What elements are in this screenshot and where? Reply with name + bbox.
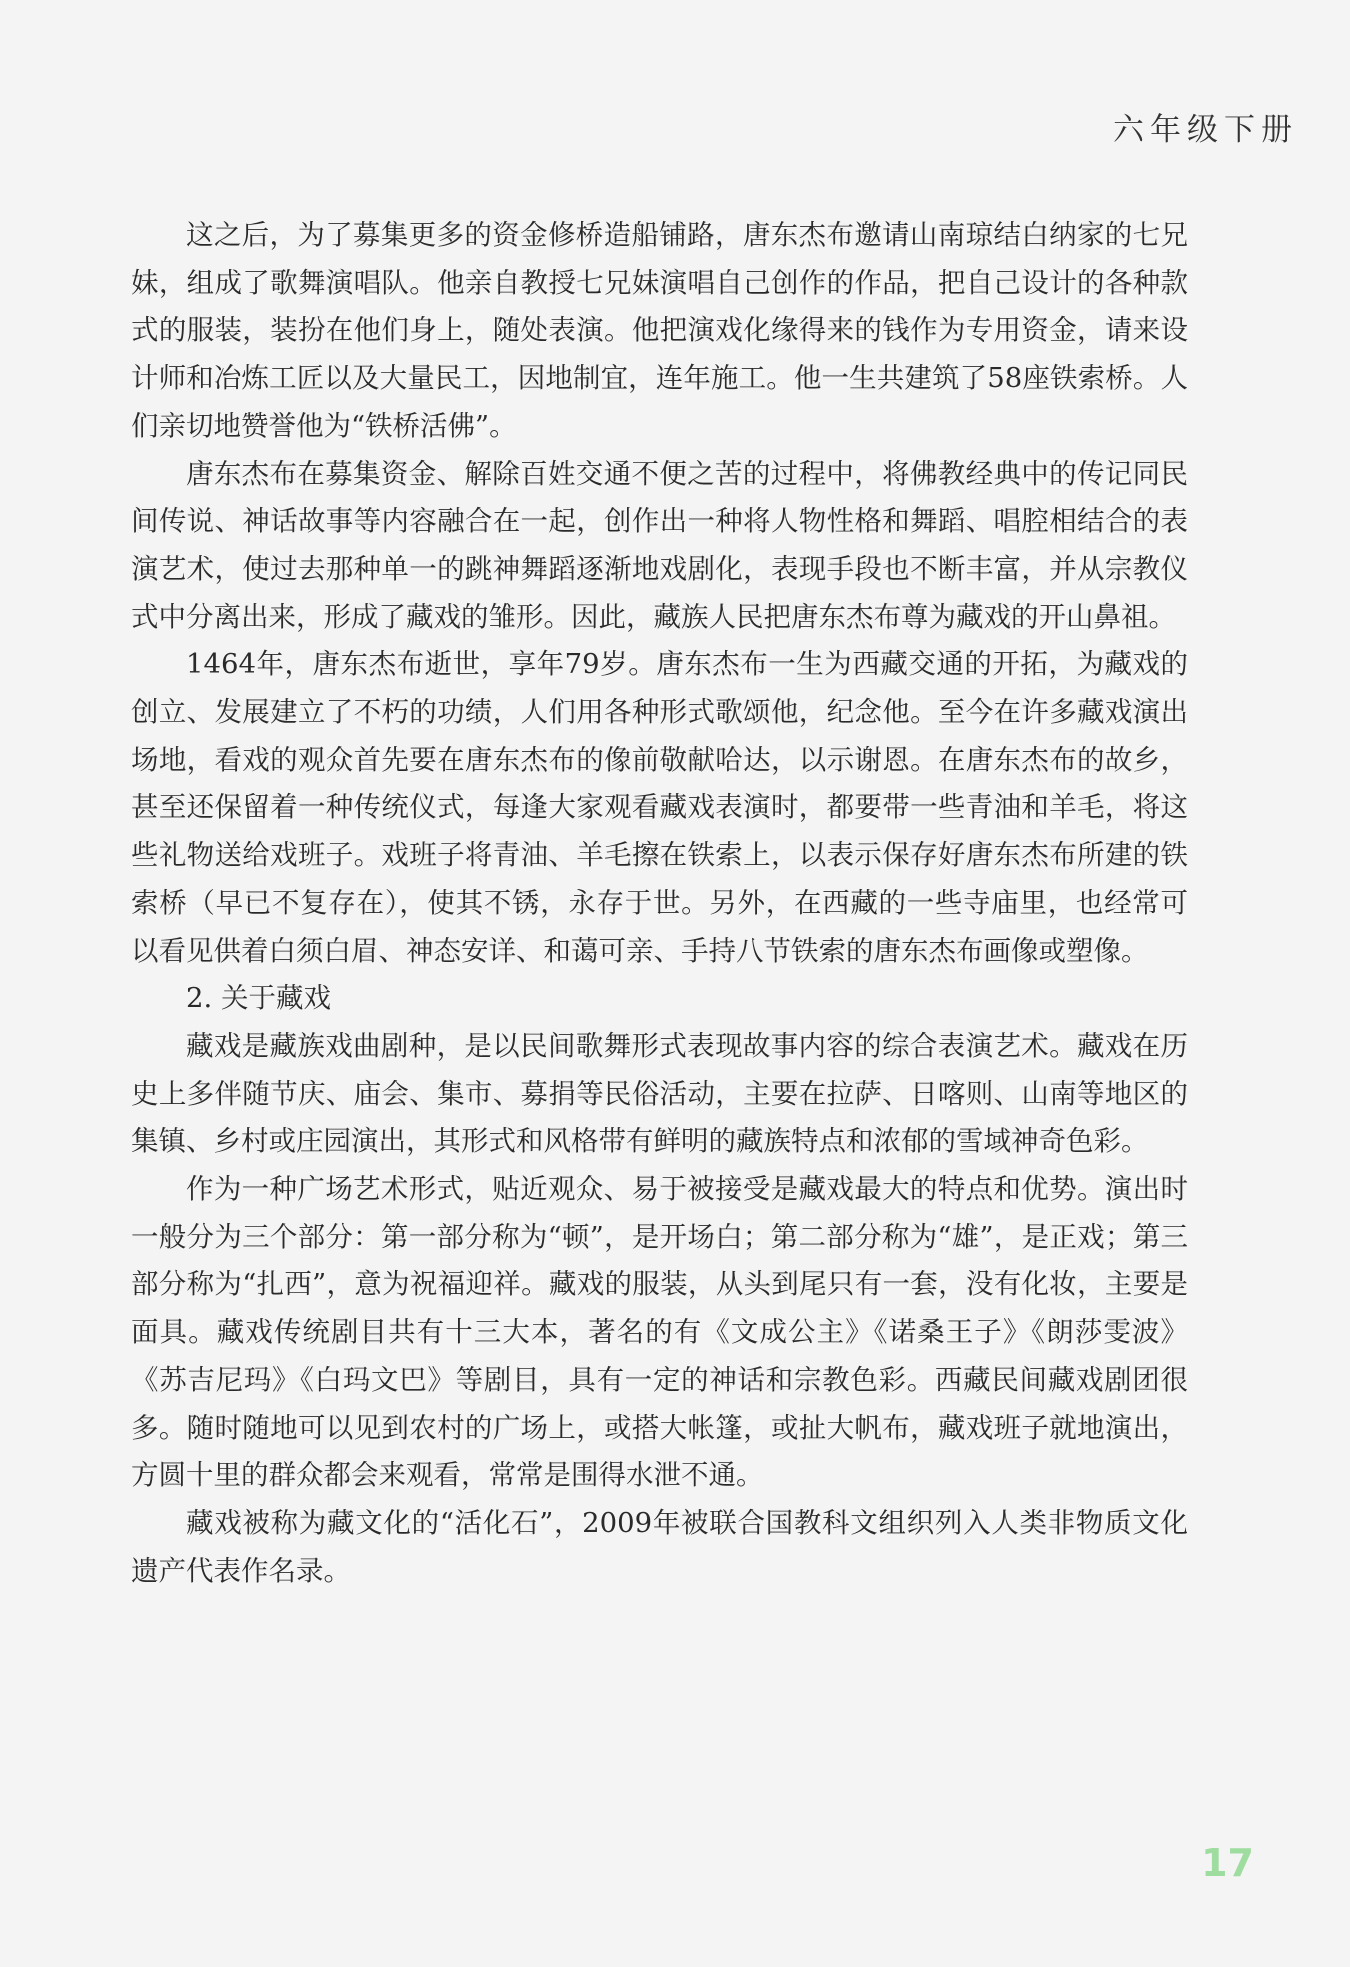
page-number: 17 <box>1201 1841 1254 1885</box>
paragraph: 藏戏被称为藏文化的“活化石”，2009年被联合国教科文组织列入人类非物质文化遗产代表作名录。 <box>131 1506 1188 1587</box>
paragraph: 唐东杰布在募集资金、解除百姓交通不便之苦的过程中，将佛教经典中的传记同民间传说、神话故事等内容融合在一起，创作出一种将人物性格和舞蹈、唱腔相结合的表演艺术，使过去那种单一的跳神舞蹈逐渐地戏剧化，表现手段也不断丰富，并从宗教仪式中分离出来，形成了藏戏的雏形。因此，藏族人民把唐东杰布尊为藏戏的开山鼻祖。 <box>131 457 1188 633</box>
paragraph: 1464年，唐东杰布逝世，享年79岁。唐东杰布一生为西藏交通的开拓，为藏戏的创立、发展建立了不朽的功绩，人们用各种形式歌颂他，纪念他。至今在许多藏戏演出场地，看戏的观众首先要在唐东杰布的像前敬献哈达，以示谢恩。在唐东杰布的故乡，甚至还保留着一种传统仪式，每逢大家观看藏戏表演时，都要带一些青油和羊毛，将这些礼物送给戏班子。戏班子将青油、羊毛擦在铁索上，以表示保存好唐东杰布所建的铁索桥（早已不复存在），使其不锈，永存于世。另外，在西藏的一些寺庙里，也经常可以看见供着白须白眉、神态安详、和蔼可亲、手持八节铁索的唐东杰布画像或塑像。 <box>131 648 1188 967</box>
paragraph: 藏戏是藏族戏曲剧种，是以民间歌舞形式表现故事内容的综合表演艺术。藏戏在历史上多伴随节庆、庙会、集市、募捐等民俗活动，主要在拉萨、日喀则、山南等地区的集镇、乡村或庄园演出，其形式和风格带有鲜明的藏族特点和浓郁的雪域神奇色彩。 <box>131 1029 1188 1158</box>
grade-label: 六年级下册 <box>1113 112 1298 148</box>
paragraph: 这之后，为了募集更多的资金修桥造船铺路，唐东杰布邀请山南琼结白纳家的七兄妹，组成了歌舞演唱队。他亲自教授七兄妹演唱自己创作的作品，把自己设计的各种款式的服装，装扮在他们身上，随处表演。他把演戏化缘得来的钱作为专用资金，请来设计师和冶炼工匠以及大量民工，因地制宜，连年施工。他一生共建筑了58座铁索桥。人们亲切地赞誉他为“铁桥活佛”。 <box>131 219 1188 442</box>
article-body <box>131 212 1188 1595</box>
paragraph: 作为一种广场艺术形式，贴近观众、易于被接受是藏戏最大的特点和优势。演出时一般分为三个部分：第一部分称为“顿”，是开场白；第二部分称为“雄”，是正戏；第三部分称为“扎西”，意为祝福迎祥。藏戏的服装，从头到尾只有一套，没有化妆，主要是面具。藏戏传统剧目共有十三大本，著名的有《文成公主》《诺桑王子》《朗莎雯波》《苏吉尼玛》《白玛文巴》等剧目，具有一定的神话和宗教色彩。西藏民间藏戏剧团很多。随时随地可以见到农村的广场上，或搭大帐篷，或扯大帆布，藏戏班子就地演出，方圆十里的群众都会来观看，常常是围得水泄不通。 <box>131 1173 1188 1492</box>
section-heading: 2. 关于藏戏 <box>186 982 331 1015</box>
